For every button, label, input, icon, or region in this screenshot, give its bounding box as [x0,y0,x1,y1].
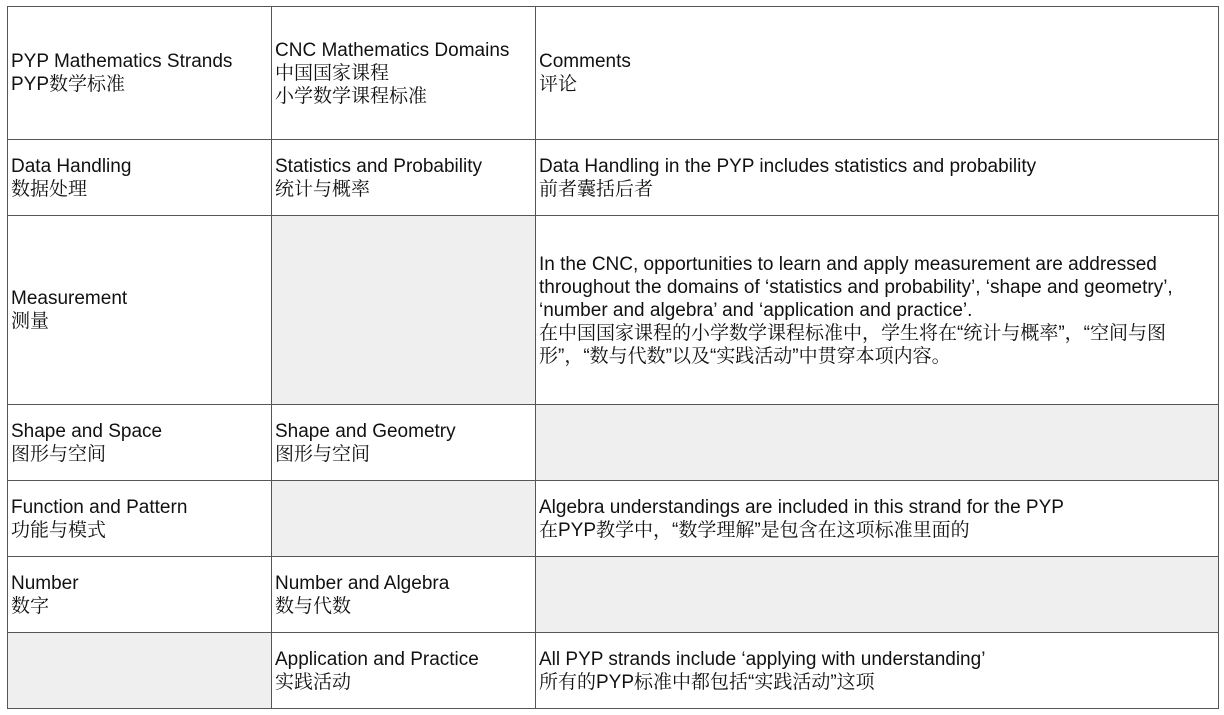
cell-comment [536,481,1219,557]
table-row [8,405,1219,481]
pyp-en: Measurement [11,288,128,309]
header-cnc-zh2: 小学数学课程标准 [275,85,428,107]
cnc-en: Number and Algebra [275,572,450,594]
cell-pyp [8,405,272,481]
table-row [8,557,1219,633]
table-row [8,140,1219,216]
cell-pyp-empty [8,633,272,709]
comment-zh: 前者囊括后者 [539,178,654,200]
cell-cnc [272,557,536,633]
comment-en: Algebra understandings are included in this strand for the PYP [539,496,1064,518]
comment-zh: 在PYP教学中，“数学理解”是包含在这项标准里面的 [539,519,970,541]
curriculum-comparison-table [7,6,1219,709]
cnc-en: Statistics and Probability [275,155,482,177]
header-comments [536,7,1219,140]
cnc-zh: 图形与空间 [275,443,371,465]
cell-pyp [8,140,272,216]
cell-comment [536,633,1219,709]
table-row [8,216,1219,405]
cell-comment [536,216,1219,405]
cell-pyp [8,481,272,557]
comment-en: In the CNC, opportunities to learn and apply measurement are addressed throughout the domains of ‘statistics and probability’, ‘shape and geometry’, ‘number and algebra’ and ‘application and practice’. [539,253,1173,321]
cell-cnc-empty [272,481,536,557]
header-cnc-en: CNC Mathematics Domains [275,39,510,61]
comment-zh: 在中国国家课程的小学数学课程标准中，学生将在“统计与概率”，“空间与图形”，“数与代数”以及“实践活动”中贯穿本项内容。 [539,322,1166,367]
table-row [8,481,1219,557]
cell-comment [536,140,1219,216]
cnc-zh: 统计与概率 [275,178,371,200]
pyp-en: Number [11,572,79,594]
cell-comment-empty [536,405,1219,481]
table-row [8,633,1219,709]
cell-pyp [8,557,272,633]
cell-comment-empty [536,557,1219,633]
cell-cnc [272,140,536,216]
document-container [7,6,1219,709]
cnc-en: Application and Practice [275,648,479,670]
header-comments-en: Comments [539,51,631,72]
cell-pyp [8,216,272,405]
pyp-en: Function and Pattern [11,496,188,518]
cell-cnc [272,633,536,709]
header-pyp-en: PYP Mathematics Strands [11,51,233,72]
pyp-zh: 数字 [11,595,50,617]
cnc-zh: 数与代数 [275,595,352,617]
pyp-zh: 测量 [11,311,50,332]
pyp-en: Data Handling [11,155,132,177]
header-pyp-strands [8,7,272,140]
pyp-en: Shape and Space [11,420,163,442]
pyp-zh: 图形与空间 [11,443,107,465]
comment-en: Data Handling in the PYP includes statistics and probability [539,155,1037,177]
header-cnc-domains [272,7,536,140]
header-cnc-zh1: 中国国家课程 [275,62,390,84]
pyp-zh: 功能与模式 [11,519,107,541]
pyp-zh: 数据处理 [11,178,88,200]
cell-cnc-empty [272,216,536,405]
cnc-en: Shape and Geometry [275,420,456,442]
comment-en: All PYP strands include ‘applying with understanding’ [539,648,986,670]
comment-zh: 所有的PYP标准中都包括“实践活动”这项 [539,671,875,693]
header-pyp-zh: PYP数学标准 [11,74,126,95]
cnc-zh: 实践活动 [275,671,352,693]
cell-cnc [272,405,536,481]
table-header-row [8,7,1219,140]
header-comments-zh: 评论 [539,74,578,95]
